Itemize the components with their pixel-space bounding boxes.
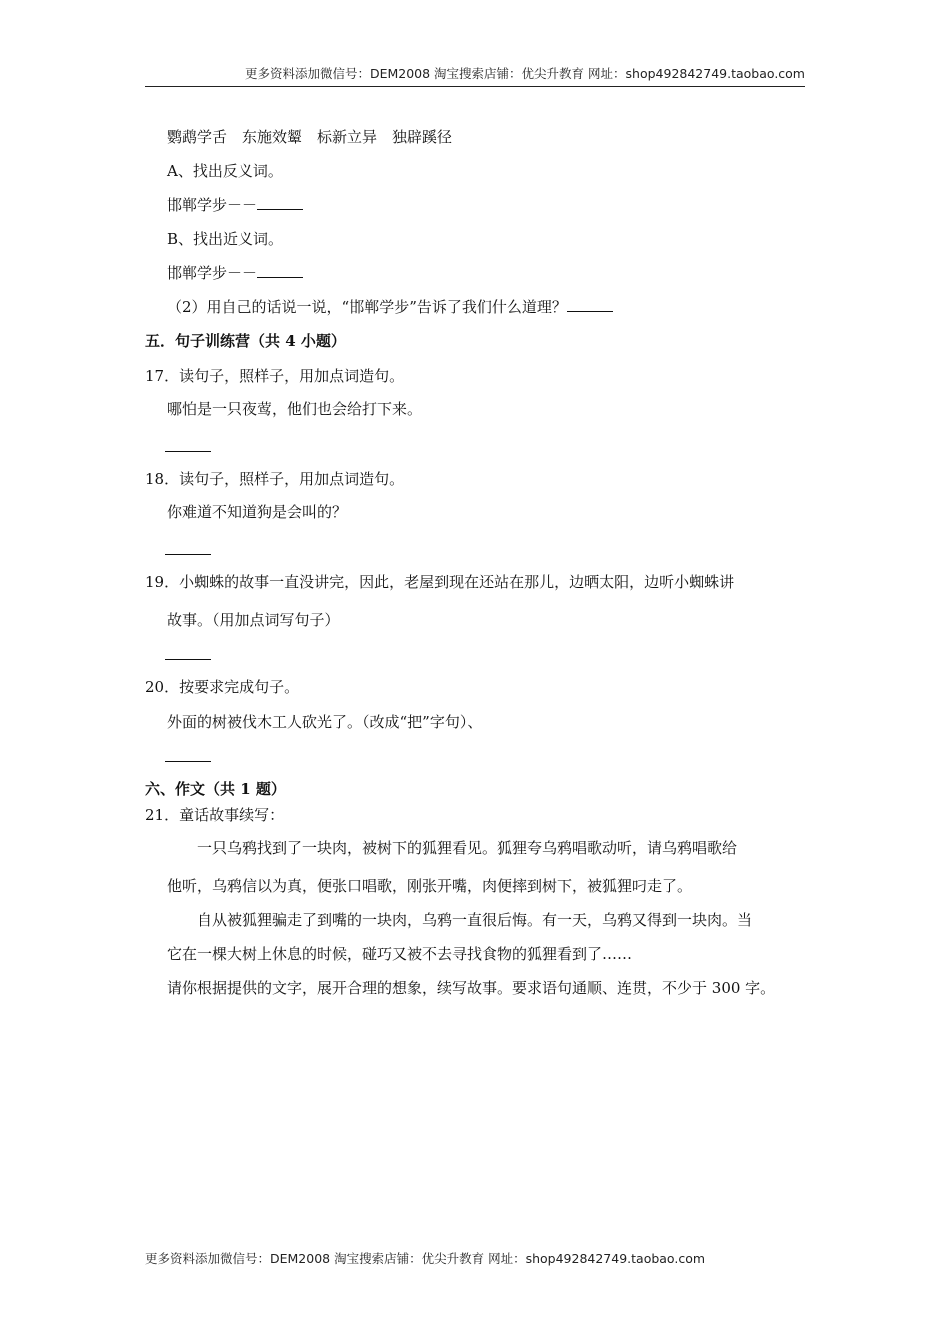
antonym-prompt: 邯郸学步－－ [167, 196, 258, 214]
part-2-line [167, 297, 613, 317]
synonym-blank[interactable] [257, 263, 303, 278]
q21-requirement: 请你根据提供的文字，展开合理的想象，续写故事。要求语句通顺、连贯，不少于 300 字。 [167, 979, 776, 997]
q19-stem-line-1: 19．小蜘蛛的故事一直没讲完，因此，老屋到现在还站在那儿，边晒太阳，边听小蜘蛛讲 [145, 573, 735, 591]
q17-answer-blank[interactable] [165, 451, 211, 452]
q20-example: 外面的树被伐木工人砍光了。（改成“把”字句）、 [167, 713, 483, 731]
section-6-title: 六、作文（共 1 题） [145, 780, 286, 798]
q20-answer-blank[interactable] [165, 761, 211, 762]
part-b-label: B、找出近义词。 [167, 230, 284, 248]
q21-paragraph-2-line-1: 自从被狐狸骗走了到嘴的一块肉，乌鸦一直很后悔。有一天，乌鸦又得到一块肉。当 [197, 911, 753, 929]
idiom-list: 鹦鹉学舌 东施效颦 标新立异 独辟蹊径 [167, 128, 453, 146]
q18-stem: 18．读句子，照样子，用加点词造句。 [145, 470, 405, 488]
q21-paragraph-1-line-2: 他听，乌鸦信以为真，便张口唱歌，刚张开嘴，肉便摔到树下，被狐狸叼走了。 [167, 877, 693, 895]
footer-text: 更多资料添加微信号：DEM2008 淘宝搜索店铺：优尖升教育 网址：shop492842749.taobao.com [145, 1251, 706, 1266]
q20-stem: 20．按要求完成句子。 [145, 678, 300, 696]
antonym-blank[interactable] [257, 195, 303, 210]
part-2-question: （2）用自己的话说一说，“邯郸学步”告诉了我们什么道理？ [167, 298, 567, 316]
synonym-line [167, 263, 303, 283]
q21-stem: 21．童话故事续写： [145, 806, 285, 824]
page-header [145, 66, 805, 87]
q19-answer-blank[interactable] [165, 659, 211, 660]
part-2-blank[interactable] [567, 297, 613, 312]
q21-paragraph-2-line-2: 它在一棵大树上休息的时候，碰巧又被不去寻找食物的狐狸看到了…… [167, 945, 633, 963]
section-5-title: 五．句子训练营（共 4 小题） [145, 332, 346, 350]
page-footer [145, 1249, 785, 1267]
antonym-line [167, 195, 303, 215]
q21-paragraph-1-line-1: 一只乌鸦找到了一块肉，被树下的狐狸看见。狐狸夸乌鸦唱歌动听，请乌鸦唱歌给 [197, 839, 738, 857]
q17-stem: 17．读句子，照样子，用加点词造句。 [145, 367, 405, 385]
q18-answer-blank[interactable] [165, 554, 211, 555]
q18-example: 你难道不知道狗是会叫的？ [167, 503, 348, 521]
q19-stem-line-2: 故事。（用加点词写句子） [167, 611, 340, 629]
header-text: 更多资料添加微信号：DEM2008 淘宝搜索店铺：优尖升教育 网址：shop492842749.taobao.com [244, 66, 805, 81]
q17-example: 哪怕是一只夜莺，他们也会给打下来。 [167, 400, 423, 418]
synonym-prompt: 邯郸学步－－ [167, 264, 258, 282]
part-a-label: A、找出反义词。 [167, 162, 283, 180]
